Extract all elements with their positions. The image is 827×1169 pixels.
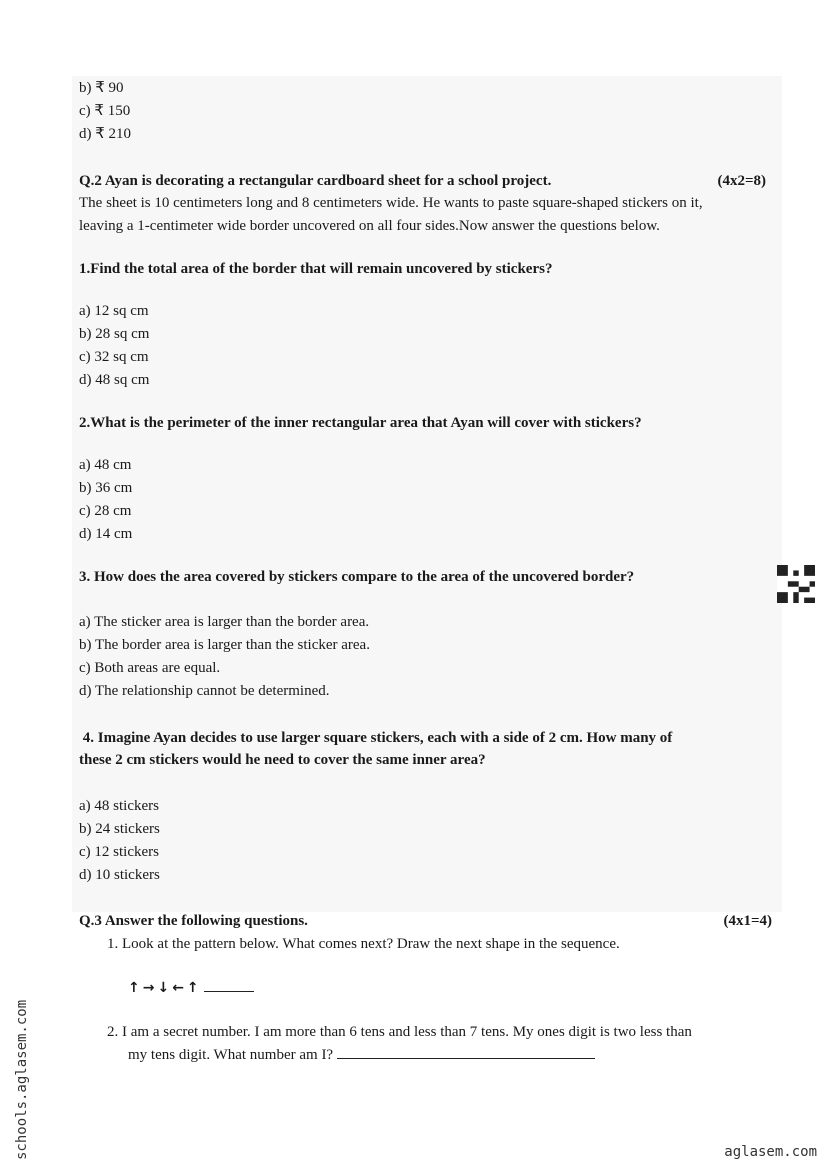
option: c) ₹ 150 — [79, 103, 131, 119]
option: a) 48 stickers — [79, 798, 159, 814]
question-text: 1.Find the total area of the border that will remain uncovered by stickers? — [79, 261, 553, 277]
watermark-right: aglasem.com — [724, 1144, 817, 1160]
q3-heading — [79, 912, 772, 930]
q2-intro-line: The sheet is 10 centimeters long and 8 centimeters wide. He wants to paste square-shaped stickers on it, — [79, 195, 703, 211]
option: b) ₹ 90 — [79, 80, 124, 96]
q2-marks: (4x2=8) — [717, 173, 766, 189]
option: d) 48 sq cm — [79, 372, 150, 388]
option: d) 14 cm — [79, 526, 133, 542]
option: d) 10 stickers — [79, 867, 160, 883]
option: b) 28 sq cm — [79, 326, 150, 342]
q3-item-1 — [107, 935, 620, 953]
item-text: my tens digit. What number am I? — [128, 1047, 334, 1063]
item-number: 1. — [107, 936, 119, 952]
option: d) ₹ 210 — [79, 126, 132, 142]
option: c) 12 stickers — [79, 844, 159, 860]
option: b) The border area is larger than the sticker area. — [79, 637, 370, 653]
item-number: 2. — [107, 1024, 119, 1040]
option: a) 12 sq cm — [79, 303, 149, 319]
option: c) Both areas are equal. — [79, 660, 221, 676]
question-text: these 2 cm stickers would he need to cover the same inner area? — [79, 752, 486, 768]
question-text: 4. Imagine Ayan decides to use larger square stickers, each with a side of 2 cm. How many of — [79, 730, 673, 746]
item-text: I am a secret number. I am more than 6 tens and less than 7 tens. My ones digit is two less than — [122, 1024, 692, 1040]
option: b) 24 stickers — [79, 821, 160, 837]
q2-heading — [79, 172, 766, 190]
option: c) 28 cm — [79, 503, 132, 519]
qr-code-icon — [777, 565, 815, 603]
option: c) 32 sq cm — [79, 349, 149, 365]
option: b) 36 cm — [79, 480, 133, 496]
option: d) The relationship cannot be determined. — [79, 683, 330, 699]
watermark-left: schools.aglasem.com — [14, 999, 30, 1160]
q3-item-2 — [107, 1023, 692, 1041]
answer-blank[interactable] — [337, 1058, 595, 1059]
item-text: Look at the pattern below. What comes next? Draw the next shape in the sequence. — [122, 936, 620, 952]
arrow-pattern — [128, 979, 254, 997]
q3-item-2-cont — [128, 1046, 595, 1064]
option: a) The sticker area is larger than the border area. — [79, 614, 370, 630]
question-text: 2.What is the perimeter of the inner rectangular area that Ayan will cover with stickers? — [79, 415, 642, 431]
q2-title: Q.2 Ayan is decorating a rectangular cardboard sheet for a school project. — [79, 173, 552, 189]
q3-title: Q.3 Answer the following questions. — [79, 913, 308, 929]
q2-intro-line: leaving a 1-centimeter wide border uncovered on all four sides.Now answer the questions below. — [79, 218, 660, 234]
option: a) 48 cm — [79, 457, 132, 473]
arrow-sequence-icon: ↑→↓←↑ — [128, 980, 202, 996]
q3-marks: (4x1=4) — [723, 913, 772, 929]
answer-blank[interactable] — [204, 991, 254, 992]
question-text: 3. How does the area covered by stickers compare to the area of the uncovered border? — [79, 569, 635, 585]
